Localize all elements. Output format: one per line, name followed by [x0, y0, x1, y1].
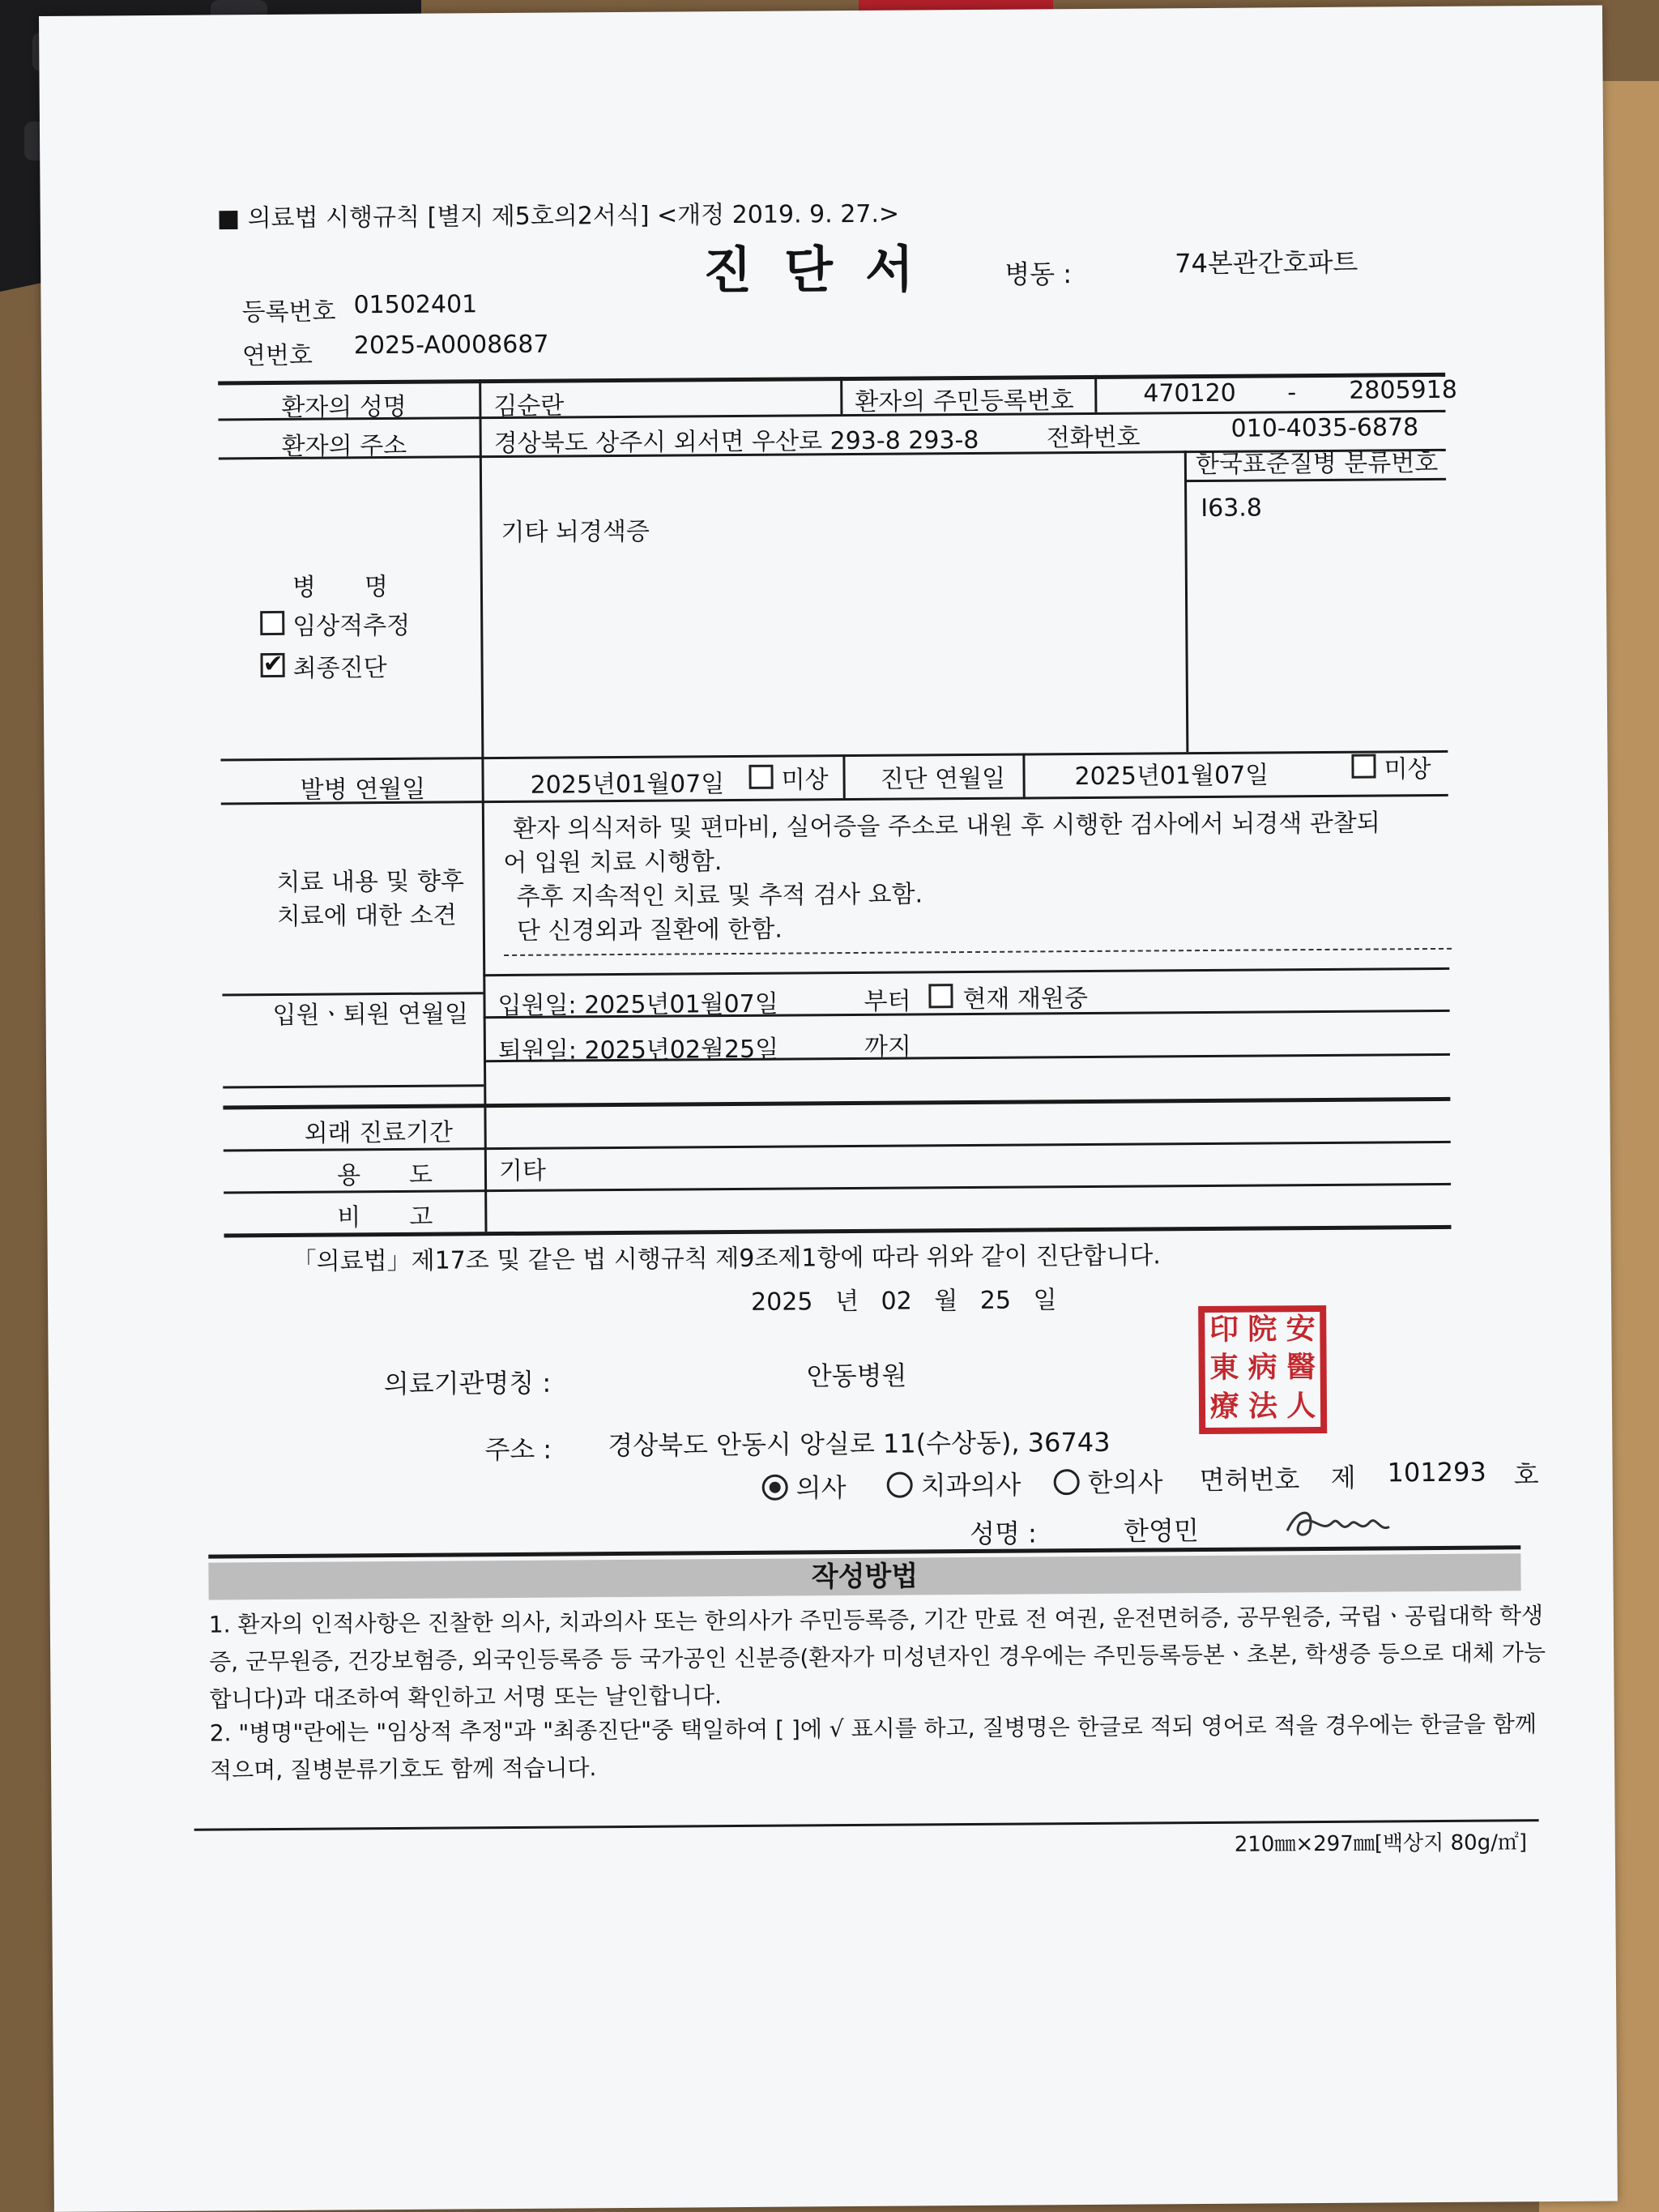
- table-top-border: [218, 373, 1445, 386]
- patient-address-value: 경상북도 상주시 외서면 우산로 293-8 293-8: [493, 425, 979, 459]
- serial-number-label: 연번호: [241, 341, 313, 371]
- oriental-doctor-radio[interactable]: [1054, 1469, 1080, 1495]
- diagnosis-unknown-checkbox[interactable]: [1351, 754, 1375, 779]
- seal-char: 安: [1286, 1313, 1316, 1347]
- table-rule: [483, 967, 1449, 976]
- opinion-line1: 환자 의식저하 및 편마비, 실어증을 주소로 내원 후 시행한 검사에서 뇌경색 관찰되: [512, 809, 1380, 843]
- registration-number-value: 01502401: [353, 290, 478, 320]
- seal-char: 人: [1286, 1389, 1316, 1423]
- onset-unknown-label: 미상: [781, 766, 829, 795]
- seal-char: 東: [1209, 1352, 1239, 1386]
- patient-rrn-back: 2805918: [1349, 375, 1457, 405]
- seal-char: 法: [1247, 1390, 1278, 1424]
- instruction-item-2: 2. "병명"란에는 "임상적 추정"과 "최종진단"중 택일하여 [ ]에 √ 표시를 하고, 질병명은 한글로 적되 영어로 적을 경우에는 한글을 함께 적으며, 질병분류기호도 함께 적습니다.: [209, 1710, 1537, 1784]
- table-column-divider: [840, 377, 842, 414]
- final-diagnosis-label: 최종진단: [292, 654, 387, 683]
- institution-address-label: 주소 :: [484, 1433, 552, 1466]
- seal-char: 院: [1247, 1313, 1277, 1347]
- kcd-label: 한국표준질병 분류번호: [1195, 448, 1439, 480]
- cert-month: 02: [881, 1287, 912, 1316]
- patient-name-value: 김순란: [493, 391, 565, 421]
- from-label: 부터: [864, 987, 911, 1016]
- document-title: 진단서: [702, 239, 947, 301]
- instruction-item-1: 1. 환자의 인적사항은 진찰한 의사, 치과의사 또는 한의사가 주민등록증, 기간 만료 전 여권, 운전면허증, 공무원증, 국립ㆍ공립대학 학생증, 군무원증, 건강보험증, 외국인등록증 등 국가공인 신분증(환자가 미성년자인 경우에는 주민등록등본ㆍ초본, 학생증 등으로 대체 가능합니다)과 대조하여 확인하고 서명 또는 날인합니다.: [208, 1602, 1546, 1713]
- instructions-title: 작성방법: [208, 1553, 1520, 1599]
- seal-char: 印: [1209, 1313, 1239, 1347]
- seal-char: 療: [1209, 1390, 1239, 1424]
- seal-char: 醫: [1286, 1351, 1316, 1385]
- opinion-label-line2: 치료에 대한 소견: [276, 901, 457, 931]
- table-column-divider: [842, 754, 845, 798]
- diagnosis-date-value: 2025년01월07일: [1074, 761, 1269, 792]
- regulation-line: ■ 의료법 시행규칙 [별지 제5호의2서식] <개정 2019. 9. 27.>: [216, 199, 900, 233]
- onset-unknown-checkbox[interactable]: [748, 765, 773, 789]
- patient-phone-value: 010-4035-6878: [1230, 413, 1419, 443]
- clinical-estimate-label: 임상적추정: [292, 611, 411, 641]
- diagnosis-certificate: [39, 6, 1618, 2212]
- doctor-name-value: 한영민: [1123, 1515, 1199, 1547]
- final-diagnosis-checkbox[interactable]: ✔: [260, 653, 284, 677]
- remarks-label: 비 고: [337, 1202, 433, 1232]
- oriental-doctor-label: 한의사: [1087, 1467, 1163, 1499]
- diagnosis-date-label: 진단 연월일: [880, 764, 1006, 794]
- outpatient-period-label: 외래 진료기간: [304, 1118, 454, 1148]
- discharge-date: 퇴원일: 2025년02월25일: [497, 1035, 779, 1066]
- certification-date: [751, 1279, 1057, 1317]
- patient-rrn-label: 환자의 주민등록번호: [855, 386, 1074, 416]
- cert-day: 25: [979, 1286, 1012, 1315]
- doctor-radio[interactable]: [762, 1475, 788, 1501]
- registration-number-label: 등록번호: [241, 297, 336, 327]
- opinion-line4: 단 신경외과 질환에 한함.: [516, 915, 783, 946]
- institution-name-label: 의료기관명칭 :: [383, 1367, 552, 1400]
- patient-name-label: 환자의 성명: [281, 392, 407, 422]
- license-prefix: 제: [1330, 1462, 1356, 1493]
- opinion-label-line1: 치료 내용 및 향후: [276, 867, 465, 897]
- license-label: 면허번호: [1199, 1464, 1300, 1497]
- admission-label: 입원ㆍ퇴원 연월일: [272, 1000, 469, 1031]
- paper-spec: 210㎜×297㎜[백상지 80g/㎡]: [1234, 1830, 1528, 1857]
- cert-year-unit: 년: [834, 1287, 859, 1317]
- cert-month-unit: 월: [934, 1287, 958, 1316]
- patient-rrn-dash: -: [1287, 378, 1297, 408]
- hospital-seal: [1198, 1305, 1327, 1434]
- patient-phone-label: 전화번호: [1046, 423, 1141, 453]
- table-rule: [223, 1084, 484, 1088]
- ward-label: 병동 :: [1004, 258, 1073, 290]
- table-column-divider: [1022, 754, 1025, 797]
- dentist-radio[interactable]: [887, 1472, 913, 1498]
- doctor-name-label: 성명 :: [969, 1518, 1038, 1550]
- serial-number-value: 2025-A0008687: [353, 330, 549, 361]
- institution-name-value: 안동병원: [806, 1360, 907, 1392]
- admission-date: 입원일: 2025년01월07일: [497, 989, 778, 1021]
- patient-rrn-front: 470120: [1143, 378, 1236, 408]
- institution-address-value: 경상북도 안동시 앙실로 11(수상동), 36743: [608, 1426, 1111, 1462]
- cert-day-unit: 일: [1033, 1286, 1057, 1315]
- opinion-line2: 어 입원 치료 시행함.: [503, 848, 723, 878]
- dentist-label: 치과의사: [920, 1469, 1021, 1501]
- onset-date-label: 발병 연월일: [300, 775, 426, 805]
- opinion-line3: 추후 지속적인 치료 및 추적 검사 요함.: [516, 880, 923, 912]
- onset-date-value: 2025년01월07일: [530, 770, 725, 800]
- patient-address-label: 환자의 주소: [281, 431, 407, 461]
- until-label: 까지: [864, 1032, 911, 1061]
- diagnosis-label: 병 명: [292, 573, 389, 602]
- purpose-label: 용 도: [336, 1160, 433, 1190]
- currently-admitted-checkbox[interactable]: [928, 984, 953, 1008]
- currently-admitted-label: 현재 재원중: [962, 984, 1089, 1014]
- table-rule: [223, 1097, 1450, 1110]
- disease-name: 기타 뇌경색증: [501, 517, 650, 548]
- purpose-value: 기타: [498, 1156, 547, 1186]
- table-column-divider: [1094, 375, 1097, 412]
- seal-char: 病: [1247, 1351, 1277, 1385]
- certification-statement: 「의료법」제17조 및 같은 법 시행규칙 제9조제1항에 따라 위와 같이 진단합니다.: [292, 1241, 1161, 1276]
- license-number: 101293: [1387, 1456, 1486, 1488]
- ward-value: 74본관간호파트: [1175, 246, 1358, 280]
- kcd-code: I63.8: [1201, 493, 1263, 523]
- opinion-end-dashed-line: [504, 948, 1452, 956]
- clinical-estimate-checkbox[interactable]: [260, 611, 284, 635]
- license-suffix: 호: [1513, 1459, 1539, 1491]
- doctor-signature: [1282, 1497, 1396, 1544]
- table-column-divider: [1184, 451, 1189, 752]
- doctor-label: 의사: [795, 1472, 847, 1504]
- cert-year: 2025: [750, 1287, 813, 1317]
- diagnosis-unknown-label: 미상: [1384, 755, 1431, 784]
